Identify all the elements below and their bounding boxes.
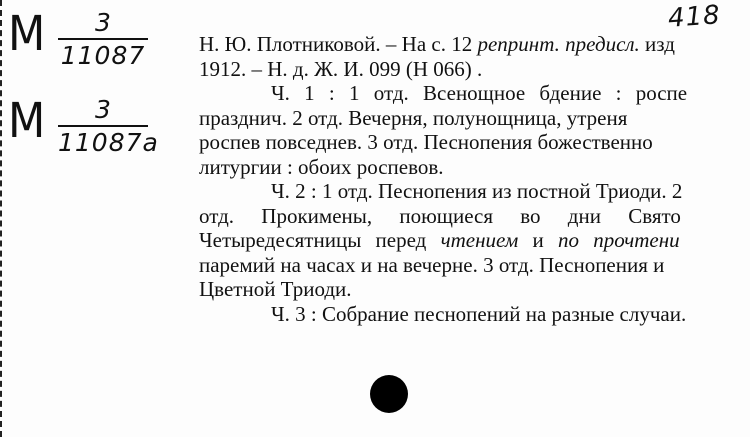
shelfmark-fraction	[58, 10, 148, 68]
shelfmark-denominator: 11087а	[58, 128, 159, 157]
text-run: Н. Ю. Плотниковой. – На с. 12	[199, 32, 478, 56]
text-run: паремий на часах и на вечерне. 3 отд. Песнопения и	[199, 252, 665, 277]
shelfmark-numerator: 3	[95, 95, 111, 124]
text-run-italic: прочтени	[593, 228, 680, 252]
text-run: празднич. 2 отд. Вечерня, полунощница, утреня	[199, 105, 628, 130]
text-run: 1912. – Н. д. Ж. И. 099 (Н 066) .	[199, 56, 483, 81]
text-run-italic: по	[557, 228, 579, 252]
text-run-italic: репринт. предисл.	[477, 32, 640, 56]
text-line	[199, 302, 750, 327]
text-line	[199, 277, 750, 302]
text-run: изд	[639, 32, 675, 56]
text-run: роспев повседнев. 3 отд. Песнопения божественно	[199, 130, 653, 154]
text-line	[199, 228, 750, 253]
text-line	[199, 81, 750, 106]
text-line	[199, 253, 750, 278]
text-run: и	[518, 228, 558, 252]
text-line	[199, 57, 750, 82]
shelfmark-fraction	[58, 95, 159, 157]
catalog-entry-text	[199, 32, 750, 326]
fraction-bar	[58, 38, 148, 40]
handwritten-page-number: 418	[667, 0, 722, 34]
text-run: Ч. 2 : 1 отд. Песнопения из постной Триоди. 2	[271, 179, 683, 203]
text-run: Цветной Триоди.	[199, 277, 352, 301]
card-punch-hole	[370, 375, 408, 413]
text-line	[199, 204, 750, 229]
card-left-edge	[0, 0, 3, 437]
text-line	[199, 130, 750, 155]
text-run	[579, 228, 593, 252]
text-run: Ч. 3 : Собрание песнопений на разные случаи.	[271, 301, 687, 326]
shelfmark-numerator: 3	[95, 8, 111, 37]
text-run: Четыредесятницы перед	[199, 228, 441, 252]
text-run: отд. Прокимены, поющиеся во дни Свято	[199, 203, 681, 228]
text-run: литургии : обоих роспевов.	[199, 154, 444, 179]
text-run: Ч. 1 : 1 отд. Всенощное бдение : роспе	[271, 81, 688, 105]
text-run-italic: чтением	[440, 228, 519, 252]
text-line	[199, 179, 750, 204]
text-line	[199, 32, 750, 57]
shelfmark-letter: M	[8, 93, 44, 149]
shelfmark-letter: M	[8, 6, 44, 62]
shelfmark-denominator: 11087	[60, 41, 146, 70]
text-line	[199, 106, 750, 131]
fraction-bar	[58, 125, 148, 127]
text-line	[199, 155, 750, 180]
